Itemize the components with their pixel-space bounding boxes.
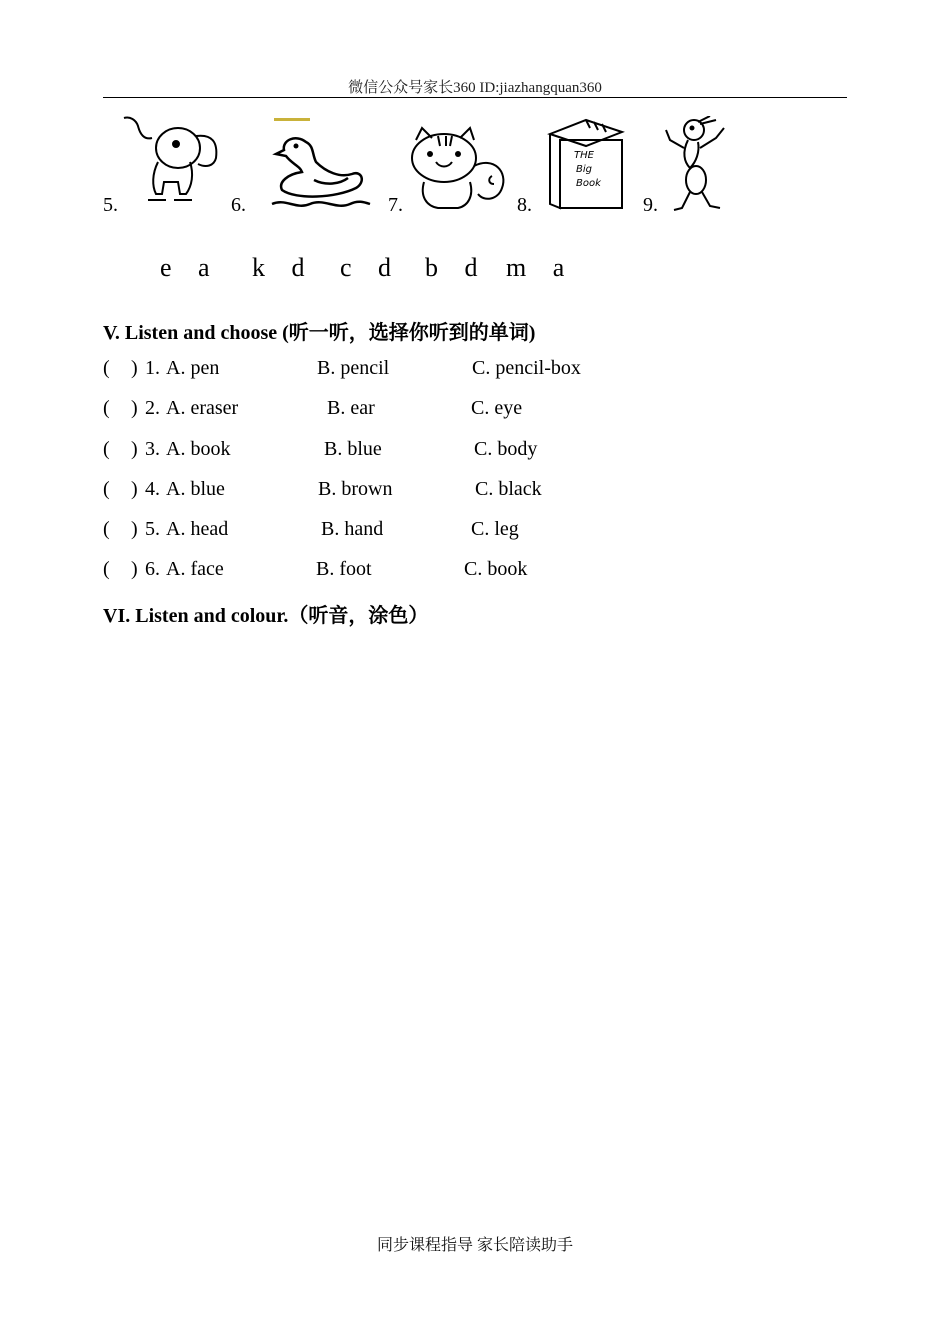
- option-a: A. book: [166, 438, 231, 460]
- picture-number-6: 6.: [231, 194, 246, 216]
- book-title-line-1: THE: [574, 150, 594, 161]
- option-a: A. face: [166, 558, 224, 580]
- option-a: A. blue: [166, 478, 225, 500]
- question-number: 5.: [145, 518, 160, 540]
- answer-bracket-close: ): [131, 478, 138, 500]
- picture-number-8: 8.: [517, 194, 532, 216]
- page-footer: 同步课程指导 家长陪读助手: [376, 1237, 573, 1254]
- answer-bracket-close: ): [131, 518, 138, 540]
- option-b: B. pencil: [317, 357, 390, 379]
- page-header: 微信公众号家长360 ID:jiazhangquan360: [348, 80, 602, 96]
- option-a: A. eraser: [166, 397, 239, 419]
- option-c: C. black: [475, 478, 542, 500]
- header-rule: [103, 97, 847, 98]
- question-row-2: [103, 397, 803, 425]
- letter-pair-2: k d: [252, 253, 315, 282]
- option-b: B. ear: [327, 397, 375, 419]
- option-b: B. foot: [316, 558, 372, 580]
- option-c: C. eye: [471, 397, 523, 419]
- book-icon: [546, 116, 638, 214]
- question-number: 2.: [145, 397, 160, 419]
- letter-pair-3: c d: [340, 253, 402, 282]
- option-a: A. head: [166, 518, 229, 540]
- squirrel-icon: [408, 126, 510, 214]
- option-b: B. hand: [321, 518, 384, 540]
- answer-bracket-close: ): [131, 397, 138, 419]
- section-v-title: V. Listen and choose (听一听，选择你听到的单词): [103, 322, 536, 344]
- letter-pair-5: m a: [506, 253, 575, 282]
- book-title-line-3: Book: [576, 178, 601, 189]
- answer-bracket-close: ): [131, 438, 138, 460]
- letter-pair-1: e a: [160, 253, 220, 282]
- option-c: C. book: [464, 558, 528, 580]
- option-c: C. body: [474, 438, 538, 460]
- duck-icon: [266, 116, 376, 214]
- question-row-3: [103, 438, 803, 466]
- option-b: B. blue: [324, 438, 382, 460]
- answer-bracket-close: ): [131, 558, 138, 580]
- question-number: 1.: [145, 357, 160, 379]
- letter-pair-4: b d: [425, 253, 488, 282]
- question-number: 6.: [145, 558, 160, 580]
- answer-bracket-open: (: [103, 518, 110, 540]
- book-title-line-2: Big: [576, 164, 592, 175]
- answer-bracket-open: (: [103, 478, 110, 500]
- answer-bracket-open: (: [103, 438, 110, 460]
- picture-number-7: 7.: [388, 194, 403, 216]
- question-row-1: [103, 357, 803, 385]
- question-row-5: [103, 518, 803, 546]
- section-vi-title: VI. Listen and colour.（听音，涂色）: [103, 605, 429, 627]
- answer-bracket-close: ): [131, 357, 138, 379]
- answer-bracket-open: (: [103, 357, 110, 379]
- option-b: B. brown: [318, 478, 393, 500]
- elephant-icon: [122, 114, 220, 212]
- option-c: C. leg: [471, 518, 519, 540]
- picture-number-9: 9.: [643, 194, 658, 216]
- question-row-4: [103, 478, 803, 506]
- option-a: A. pen: [166, 357, 220, 379]
- answer-bracket-open: (: [103, 558, 110, 580]
- question-number: 3.: [145, 438, 160, 460]
- question-row-6: [103, 558, 803, 586]
- ant-icon: [664, 116, 730, 214]
- picture-number-5: 5.: [103, 194, 118, 216]
- answer-bracket-open: (: [103, 397, 110, 419]
- option-c: C. pencil-box: [472, 357, 581, 379]
- question-number: 4.: [145, 478, 160, 500]
